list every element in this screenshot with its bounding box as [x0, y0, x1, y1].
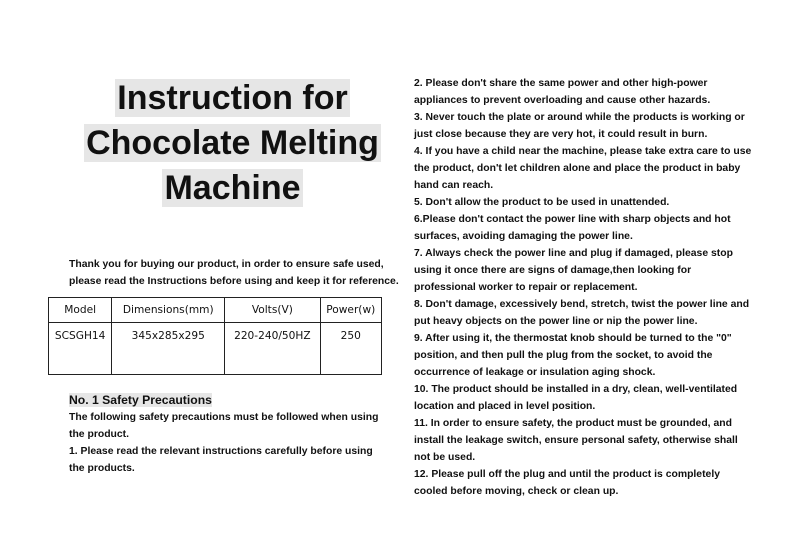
safety-rule: 4. If you have a child near the machine, please take extra care to use the product, don't let children alone and place the product in baby hand can reach.	[414, 146, 752, 191]
spec-cell-volts: 220-240/50HZ	[225, 323, 320, 375]
safety-heading: No. 1 Safety Precautions	[69, 393, 212, 407]
spec-header-model: Model	[49, 298, 112, 323]
safety-rule: 12. Please pull off the plug and until the product is completely cooled before moving, check or clean up.	[414, 469, 720, 497]
safety-rule: 2. Please don't share the same power and other high-power appliances to prevent overloading and cause other hazards.	[414, 78, 711, 106]
safety-section	[69, 392, 389, 477]
safety-rule: 11. In order to ensure safety, the product must be grounded, and install the leakage switch, ensure personal safety, otherwise shall not be used.	[414, 418, 738, 463]
safety-rule: 9. After using it, the thermostat knob should be turned to the "0" position, and then pull the plug from the socket, to avoid the occurrence of leakage or insulation aging shock.	[414, 333, 732, 378]
spec-table-header-row	[49, 298, 382, 323]
spec-table	[48, 297, 382, 375]
spec-table-row	[49, 323, 382, 375]
spec-cell-power: 250	[320, 323, 381, 375]
intro-paragraph: Thank you for buying our product, in order to ensure safe used, please read the Instructions before using and keep it for reference.	[69, 259, 399, 287]
spec-header-dimensions: Dimensions(mm)	[112, 298, 225, 323]
safety-rule: 5. Don't allow the product to be used in unattended.	[414, 197, 670, 208]
safety-rule: 7. Always check the power line and plug if damaged, please stop using it once there are signs of damage,then looking for professional worker to repair or replacement.	[414, 248, 733, 293]
safety-rule: 6.Please don't contact the power line with sharp objects and hot surfaces, avoiding damaging the power line.	[414, 214, 731, 242]
safety-item-1: 1. Please read the relevant instructions carefully before using the products.	[69, 446, 373, 474]
safety-rule: 8. Don't damage, excessively bend, stretch, twist the power line and put heavy objects on the power line or nip the power line.	[414, 299, 750, 327]
spec-header-volts: Volts(V)	[225, 298, 320, 323]
document-title	[40, 76, 425, 211]
spec-cell-model: SCSGH14	[49, 323, 112, 375]
safety-lead: The following safety precautions must be followed when using the product.	[69, 412, 379, 440]
safety-rule: 10. The product should be installed in a dry, clean, well-ventilated location and placed in level position.	[414, 384, 738, 412]
spec-cell-dimensions: 345x285x295	[112, 323, 225, 375]
title-line-1: Instruction for	[117, 79, 348, 117]
safety-rules-list	[414, 75, 754, 500]
title-line-2: Chocolate Melting	[86, 124, 379, 162]
safety-rule: 3. Never touch the plate or around while the products is working or just close because they are very hot, it could result in burn.	[414, 112, 745, 140]
spec-header-power: Power(w)	[320, 298, 381, 323]
title-line-3: Machine	[164, 169, 301, 207]
